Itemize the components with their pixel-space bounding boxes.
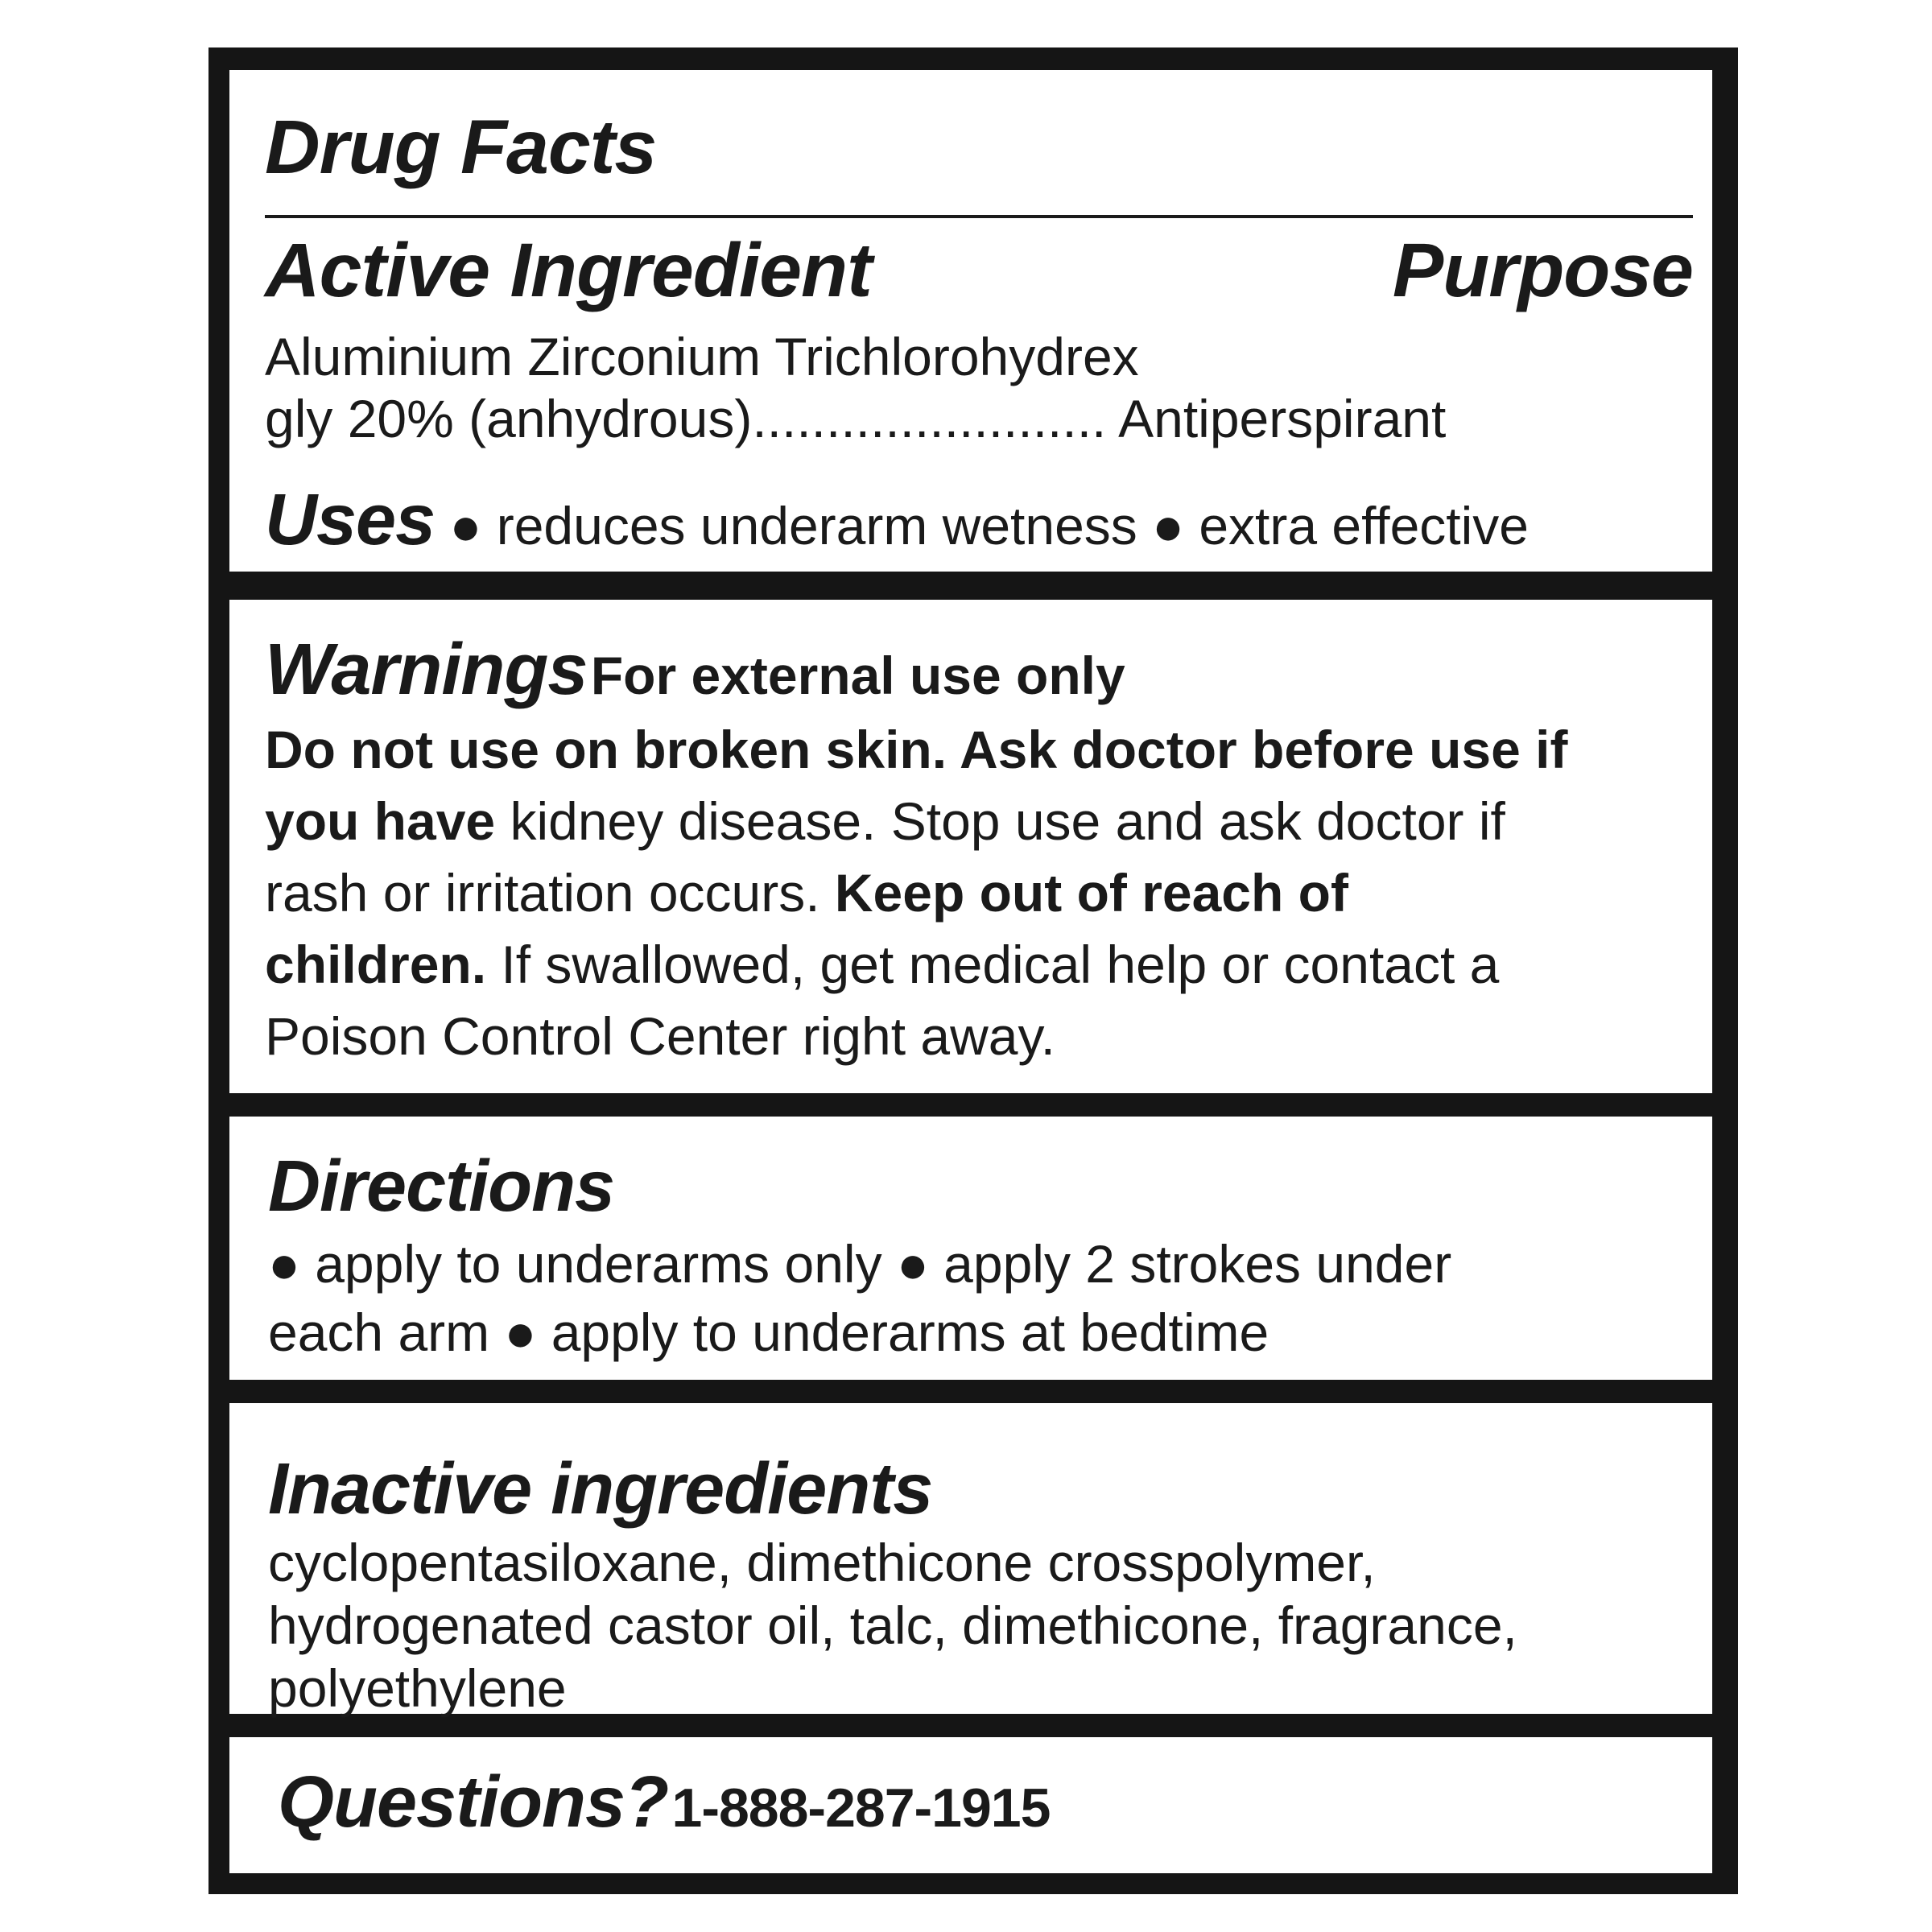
directions-item: apply to underarms at bedtime <box>551 1302 1269 1362</box>
warnings-line-4 <box>265 929 1499 1001</box>
warnings-heading-line <box>265 629 1125 712</box>
bullet-icon: ● <box>449 496 482 555</box>
warnings-line-3 <box>265 857 1348 929</box>
directions-line-2 <box>268 1297 1269 1368</box>
uses-line <box>265 480 1529 566</box>
inactive-ingredients-heading: Inactive ingredients <box>268 1449 933 1530</box>
inactive-line-1: cyclopentasiloxane, dimethicone crosspolymer, <box>268 1533 1376 1592</box>
inactive-line-2: hydrogenated castor oil, talc, dimethicone, fragrance, <box>268 1596 1517 1655</box>
warnings-line-1 <box>265 714 1567 786</box>
warnings-bold-text: children. <box>265 935 487 994</box>
warnings-heading: Warnings <box>265 630 588 710</box>
inactive-line-3: polyethylene <box>268 1658 567 1718</box>
directions-heading: Directions <box>268 1146 615 1227</box>
ingredient-line-1: Aluminium Zirconium Trichlorohydrex <box>265 327 1139 386</box>
uses-item: reduces underarm wetness <box>496 496 1137 555</box>
warnings-bold-text: Do not use on broken skin. Ask doctor before use if <box>265 720 1568 779</box>
warnings-bold-text: Keep out of reach of <box>834 863 1348 923</box>
drug-facts-title: Drug Facts <box>265 105 657 190</box>
purpose-value: Antiperspirant <box>1118 389 1447 448</box>
warnings-line-2 <box>265 786 1505 857</box>
questions-heading: Questions? <box>278 1762 669 1843</box>
uses-heading: Uses <box>265 480 436 560</box>
active-ingredient-heading: Active Ingredient <box>265 228 872 313</box>
bullet-icon: ● <box>268 1234 300 1294</box>
questions-phone: 1-888-287-1915 <box>671 1777 1051 1839</box>
directions-line-1 <box>268 1228 1451 1300</box>
ingredient-line-2 <box>265 383 1446 455</box>
warnings-panel <box>229 600 1712 1093</box>
warnings-text: If swallowed, get medical help or contact a <box>486 935 1500 994</box>
uses-panel <box>229 465 1712 572</box>
warnings-subheading: For external use only <box>590 646 1125 705</box>
directions-item: each arm <box>268 1302 490 1362</box>
inactive-ingredients-panel <box>229 1403 1712 1718</box>
directions-panel <box>229 1117 1712 1380</box>
warnings-bold-text: you have <box>265 791 496 851</box>
drug-facts-label <box>208 47 1738 1894</box>
warnings-line-5: Poison Control Center right away. <box>265 1006 1055 1066</box>
active-ingredient-panel <box>229 70 1712 485</box>
directions-item: apply to underarms only <box>315 1234 882 1294</box>
bullet-icon: ● <box>1152 496 1184 555</box>
purpose-heading: Purpose <box>1392 228 1693 313</box>
bullet-icon: ● <box>896 1234 929 1294</box>
warnings-text: rash or irritation occurs. <box>265 863 835 923</box>
directions-item: apply 2 strokes under <box>943 1234 1452 1294</box>
title-divider <box>265 215 1693 218</box>
questions-panel <box>229 1737 1712 1873</box>
warnings-text: kidney disease. Stop use and ask doctor if <box>495 791 1505 851</box>
bullet-icon: ● <box>504 1302 537 1362</box>
uses-item: extra effective <box>1199 496 1530 555</box>
dot-leader: ........................ <box>752 389 1107 448</box>
ingredient-name: gly 20% (anhydrous) <box>265 389 753 448</box>
questions-line <box>278 1761 1050 1844</box>
